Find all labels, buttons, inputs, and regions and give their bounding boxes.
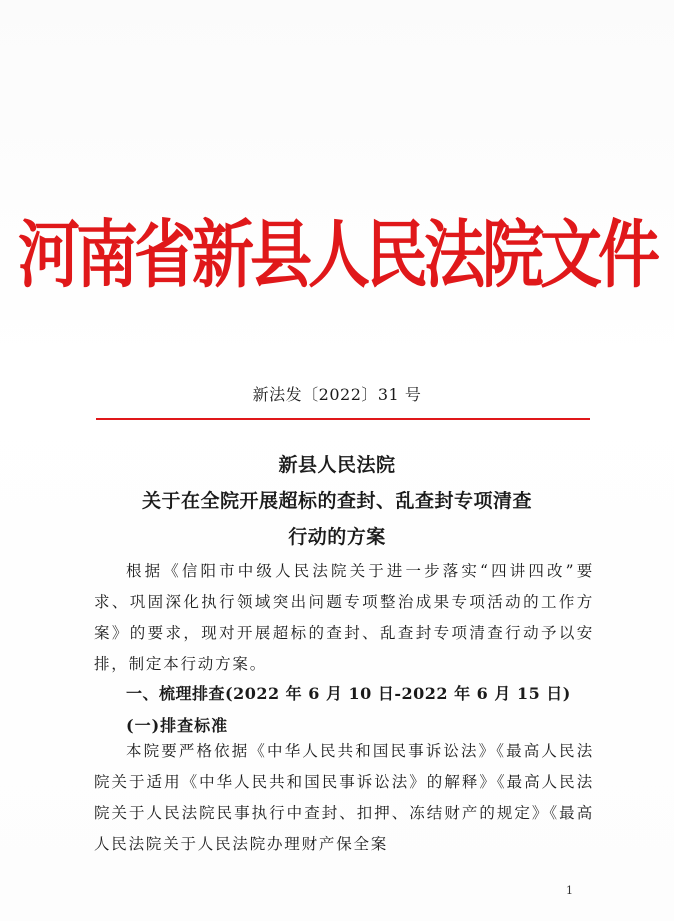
body-paragraph-1: 根据《信阳市中级人民法院关于进一步落实“四讲四改”要求、巩固深化执行领域突出问题专项整治成果专项活动的工作方案》的要求，现对开展超标的查封、乱查封专项清查行动予以安排，制定本行动方案。 bbox=[94, 562, 594, 673]
subsection-heading-1: (一)排查标准 bbox=[126, 716, 229, 735]
document-title-line-1: 新县人民法院 bbox=[278, 454, 396, 476]
red-divider-rule bbox=[96, 418, 590, 420]
document-title-line-3: 行动的方案 bbox=[288, 526, 386, 548]
document-title-line-2: 关于在全院开展超标的查封、乱查封专项清查 bbox=[141, 490, 532, 512]
document-number: 新法发〔2022〕31 号 bbox=[252, 385, 422, 404]
document-masthead: 河南省新县人民法院文件 bbox=[17, 211, 656, 298]
page-number: 1 bbox=[566, 884, 573, 897]
section-heading-1: 一、梳理排查(2022 年 6 月 10 日-2022 年 6 月 15 日) bbox=[126, 684, 571, 703]
body-paragraph-2: 本院要严格依据《中华人民共和国民事诉讼法》《最高人民法院关于适用《中华人民共和国民事诉讼法》的解释》《最高人民法院关于人民法院民事执行中查封、扣押、冻结财产的规定》《最高人民法院关于人民法院办理财产保全案 bbox=[94, 742, 594, 853]
